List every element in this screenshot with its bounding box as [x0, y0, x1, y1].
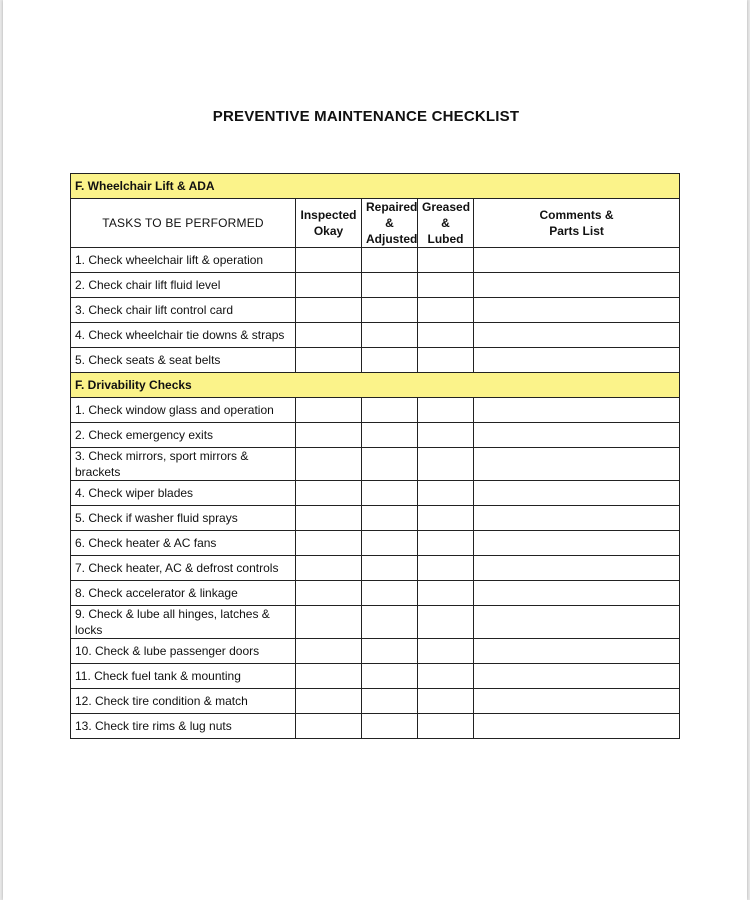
header-line: Comments & [539, 208, 614, 222]
table-row [71, 639, 680, 664]
task-cell: 5. Check seats & seat belts [71, 348, 296, 373]
inspected-cell[interactable] [296, 481, 362, 506]
task-cell: 2. Check emergency exits [71, 423, 296, 448]
greased-cell[interactable] [418, 323, 474, 348]
section-header-row [71, 174, 680, 199]
page-title: PREVENTIVE MAINTENANCE CHECKLIST [212, 108, 520, 125]
table-row [71, 581, 680, 606]
comments-cell[interactable] [474, 689, 680, 714]
task-cell: 2. Check chair lift fluid level [71, 273, 296, 298]
table-row [71, 398, 680, 423]
task-cell: 1. Check window glass and operation [71, 398, 296, 423]
greased-cell[interactable] [418, 531, 474, 556]
greased-column-header [418, 199, 474, 248]
inspected-cell[interactable] [296, 423, 362, 448]
table-row [71, 506, 680, 531]
task-cell: 6. Check heater & AC fans [71, 531, 296, 556]
repaired-cell[interactable] [362, 323, 418, 348]
header-line: Repaired [366, 200, 418, 214]
table-row [71, 714, 680, 739]
repaired-cell[interactable] [362, 298, 418, 323]
inspected-cell[interactable] [296, 248, 362, 273]
inspected-cell[interactable] [296, 448, 362, 481]
section-header-row [71, 373, 680, 398]
repaired-cell[interactable] [362, 556, 418, 581]
repaired-cell[interactable] [362, 248, 418, 273]
inspected-cell[interactable] [296, 273, 362, 298]
greased-cell[interactable] [418, 248, 474, 273]
inspected-column-header [296, 199, 362, 248]
inspected-cell[interactable] [296, 664, 362, 689]
header-line: Adjusted [366, 232, 418, 246]
table-row [71, 348, 680, 373]
header-line: Greased [422, 200, 471, 214]
section-label: F. Wheelchair Lift & ADA [71, 174, 680, 199]
greased-cell[interactable] [418, 348, 474, 373]
greased-cell[interactable] [418, 639, 474, 664]
greased-cell[interactable] [418, 481, 474, 506]
inspected-cell[interactable] [296, 581, 362, 606]
inspected-cell[interactable] [296, 714, 362, 739]
repaired-cell[interactable] [362, 664, 418, 689]
repaired-cell[interactable] [362, 531, 418, 556]
table-row [71, 531, 680, 556]
inspected-cell[interactable] [296, 531, 362, 556]
comments-cell[interactable] [474, 531, 680, 556]
inspected-cell[interactable] [296, 348, 362, 373]
comments-cell[interactable] [474, 481, 680, 506]
repaired-cell[interactable] [362, 273, 418, 298]
greased-cell[interactable] [418, 581, 474, 606]
task-cell: 13. Check tire rims & lug nuts [71, 714, 296, 739]
greased-cell[interactable] [418, 448, 474, 481]
inspected-cell[interactable] [296, 323, 362, 348]
table-row [71, 606, 680, 639]
comments-cell[interactable] [474, 298, 680, 323]
repaired-cell[interactable] [362, 639, 418, 664]
greased-cell[interactable] [418, 423, 474, 448]
greased-cell[interactable] [418, 714, 474, 739]
header-line: Parts List [549, 224, 604, 238]
tasks-column-header: TASKS TO BE PERFORMED [71, 199, 296, 248]
column-header-row [71, 199, 680, 248]
table-row [71, 273, 680, 298]
repaired-cell[interactable] [362, 348, 418, 373]
comments-cell[interactable] [474, 323, 680, 348]
task-cell: 5. Check if washer fluid sprays [71, 506, 296, 531]
comments-cell[interactable] [474, 423, 680, 448]
header-line: & [441, 216, 450, 230]
inspected-cell[interactable] [296, 398, 362, 423]
task-cell: 11. Check fuel tank & mounting [71, 664, 296, 689]
repaired-cell[interactable] [362, 506, 418, 531]
inspected-cell[interactable] [296, 506, 362, 531]
repaired-cell[interactable] [362, 689, 418, 714]
checklist-table [70, 173, 680, 739]
task-cell: 3. Check chair lift control card [71, 298, 296, 323]
table-row [71, 448, 680, 481]
repaired-cell[interactable] [362, 481, 418, 506]
header-line: Lubed [427, 232, 464, 246]
inspected-cell[interactable] [296, 689, 362, 714]
table-row [71, 423, 680, 448]
comments-cell[interactable] [474, 556, 680, 581]
inspected-cell[interactable] [296, 639, 362, 664]
table-row [71, 664, 680, 689]
inspected-cell[interactable] [296, 606, 362, 639]
task-cell: 4. Check wiper blades [71, 481, 296, 506]
table-row [71, 689, 680, 714]
greased-cell[interactable] [418, 556, 474, 581]
header-line: Inspected [300, 208, 357, 222]
document-page [3, 0, 747, 900]
greased-cell[interactable] [418, 398, 474, 423]
greased-cell[interactable] [418, 506, 474, 531]
task-cell: 8. Check accelerator & linkage [71, 581, 296, 606]
comments-cell[interactable] [474, 506, 680, 531]
table-row [71, 556, 680, 581]
repaired-column-header [362, 199, 418, 248]
comments-cell[interactable] [474, 664, 680, 689]
task-cell: 3. Check mirrors, sport mirrors & brackets [71, 448, 296, 481]
repaired-cell[interactable] [362, 714, 418, 739]
repaired-cell[interactable] [362, 448, 418, 481]
comments-cell[interactable] [474, 448, 680, 481]
greased-cell[interactable] [418, 273, 474, 298]
task-cell: 10. Check & lube passenger doors [71, 639, 296, 664]
table-row [71, 323, 680, 348]
comments-cell[interactable] [474, 639, 680, 664]
comments-cell[interactable] [474, 398, 680, 423]
comments-cell[interactable] [474, 273, 680, 298]
inspected-cell[interactable] [296, 298, 362, 323]
repaired-cell[interactable] [362, 606, 418, 639]
task-cell: 12. Check tire condition & match [71, 689, 296, 714]
greased-cell[interactable] [418, 298, 474, 323]
greased-cell[interactable] [418, 606, 474, 639]
comments-cell[interactable] [474, 606, 680, 639]
header-line: Okay [313, 224, 344, 238]
task-cell: 9. Check & lube all hinges, latches & locks [71, 606, 296, 639]
comments-column-header [474, 199, 680, 248]
task-cell: 4. Check wheelchair tie downs & straps [71, 323, 296, 348]
table-row [71, 298, 680, 323]
inspected-cell[interactable] [296, 556, 362, 581]
comments-cell[interactable] [474, 714, 680, 739]
header-line: & [385, 216, 394, 230]
task-cell: 1. Check wheelchair lift & operation [71, 248, 296, 273]
table-row [71, 481, 680, 506]
comments-cell[interactable] [474, 348, 680, 373]
repaired-cell[interactable] [362, 423, 418, 448]
comments-cell[interactable] [474, 581, 680, 606]
greased-cell[interactable] [418, 664, 474, 689]
repaired-cell[interactable] [362, 398, 418, 423]
task-cell: 7. Check heater, AC & defrost controls [71, 556, 296, 581]
table-row [71, 248, 680, 273]
section-label: F. Drivability Checks [71, 373, 680, 398]
repaired-cell[interactable] [362, 581, 418, 606]
greased-cell[interactable] [418, 689, 474, 714]
comments-cell[interactable] [474, 248, 680, 273]
